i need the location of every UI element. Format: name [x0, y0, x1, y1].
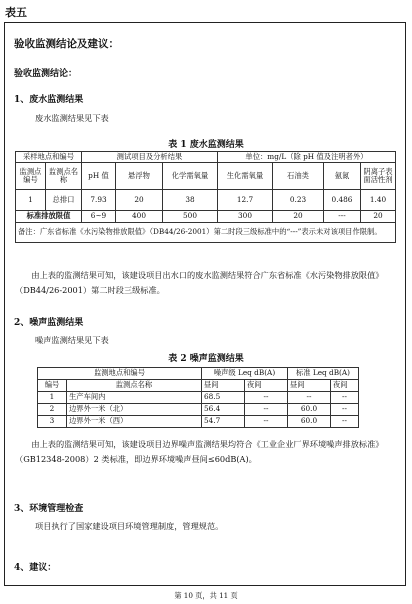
table1-cell: 20	[273, 211, 324, 223]
table1-cell: 300	[218, 211, 273, 223]
table1-id-header: 监测点编号	[16, 163, 46, 190]
table1-unit-header: 单位：mg/L（除 pH 值及注明者外）	[218, 152, 396, 163]
table2-cell: 54.7	[202, 416, 245, 428]
header-label: 表五	[5, 6, 27, 19]
section2-heading: 2、噪声监测结果	[14, 318, 84, 328]
table2-cell: 60.0	[288, 416, 331, 428]
table1-cell: 6~9	[82, 211, 116, 223]
table1-cell: ---	[324, 211, 361, 223]
table1-cell: 500	[163, 211, 218, 223]
table-row	[38, 416, 359, 428]
table1-note: 备注：广东省标准《水污染物排放限值》（DB44/26-2001）第二时段三级标准中的“---”表示未对该项目作限制。	[16, 223, 396, 243]
table2-cell: 56.4	[202, 404, 245, 416]
table2-std-header: 标准 Leq dB(A)	[288, 368, 359, 380]
table2-cell: --	[288, 392, 331, 404]
table1-cell: 1	[16, 190, 46, 211]
table2-cell: --	[331, 404, 359, 416]
table1-items-header: 测试项目及分析结果	[82, 152, 218, 163]
table2-cell: --	[245, 404, 288, 416]
table2-cell: 1	[38, 392, 67, 404]
table2-cell: 边界外一米（北）	[67, 404, 202, 416]
main-title: 验收监测结论及建议：	[14, 38, 119, 50]
table1-col-header: 石油类	[273, 163, 324, 190]
table1-cell: 12.7	[218, 190, 273, 211]
table2-site-header: 监测地点和编号	[38, 368, 202, 380]
table1-cell: 400	[116, 211, 163, 223]
table1-cell: 1.40	[361, 190, 396, 211]
table1-col-header: 生化需氧量	[218, 163, 273, 190]
noise-table	[37, 367, 359, 428]
table1-limit-label: 标准排放限值	[16, 211, 82, 223]
table2-cell: 3	[38, 416, 67, 428]
table1-name-header: 监测点名称	[46, 163, 82, 190]
table2-std-night-header: 夜间	[331, 380, 359, 392]
table2-std-day-header: 昼间	[288, 380, 331, 392]
table2-no-header: 编号	[38, 380, 67, 392]
section1-heading: 1、废水监测结果	[14, 95, 84, 105]
section4-heading: 4、建议：	[14, 563, 57, 573]
table2-cell: 2	[38, 404, 67, 416]
table2-cell: --	[331, 416, 359, 428]
table2-cell: 生产车间内	[67, 392, 202, 404]
table1-cell: 0.23	[273, 190, 324, 211]
table2-name-header: 监测点名称	[67, 380, 202, 392]
table-row	[16, 190, 396, 211]
table2-level-header: 噪声级 Leq dB(A)	[202, 368, 288, 380]
conclusion-label: 验收监测结论：	[14, 69, 78, 79]
table2-cell: 边界外一米（西）	[67, 416, 202, 428]
table2-cell: 68.5	[202, 392, 245, 404]
table2-cell: 60.0	[288, 404, 331, 416]
table1-cell: 0.486	[324, 190, 361, 211]
table1-col-header: 化学需氧量	[163, 163, 218, 190]
table2-cell: --	[245, 416, 288, 428]
table2-cell: --	[245, 392, 288, 404]
table1-cell: 7.93	[82, 190, 116, 211]
table2-title: 表 2 噪声监测结果	[168, 354, 244, 364]
section1-conclusion: 由上表的监测结果可知，该建设项目出水口的废水监测结果符合广东省标准《水污染物排放限值》（DB44/26-2001）第二时段三级标准。	[15, 270, 384, 295]
page-footer: 第 10 页，共 11 页	[174, 591, 238, 600]
table2-cell: --	[331, 392, 359, 404]
table1-cell: 20	[361, 211, 396, 223]
table2-night-header: 夜间	[245, 380, 288, 392]
section2-conclusion: 由上表的监测结果可知，该建设项目边界噪声监测结果均符合《工业企业厂界环境噪声排放标准》（GB12348-2008）2 类标准，即边界环境噪声昼间≤60dB(A)。	[15, 439, 384, 464]
table1-cell: 20	[116, 190, 163, 211]
table-row	[16, 211, 396, 223]
section3-text: 项目执行了国家建设项目环境管理制度，管理规范。	[35, 521, 224, 531]
table1-col-header: 氨氮	[324, 163, 361, 190]
table1-cell: 38	[163, 190, 218, 211]
section1-intro: 废水监测结果见下表	[35, 113, 109, 123]
section3-heading: 3、环境管理检查	[14, 504, 84, 514]
table1-cell: 总排口	[46, 190, 82, 211]
table1-col-header: pH 值	[82, 163, 116, 190]
table2-day-header: 昼间	[202, 380, 245, 392]
table1-site-header: 采样地点和编号	[16, 152, 82, 163]
table-row	[38, 392, 359, 404]
wastewater-table	[15, 151, 396, 243]
section2-intro: 噪声监测结果见下表	[35, 335, 109, 345]
table1-title: 表 1 废水监测结果	[168, 140, 244, 150]
table1-col-header: 悬浮物	[116, 163, 163, 190]
table-row	[38, 404, 359, 416]
table1-col-header: 阴离子表面活性剂	[361, 163, 396, 190]
